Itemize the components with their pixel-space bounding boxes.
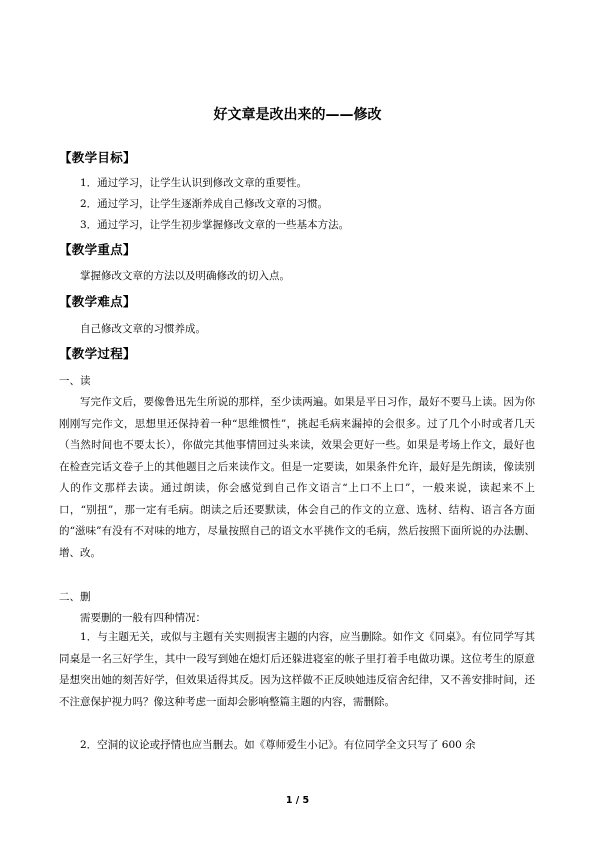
focus-text: 掌握修改文章的方法以及明确修改的切入点。 (80, 270, 290, 282)
goal-item-3: 3．通过学习，让学生初步掌握修改文章的一些基本方法。 (80, 219, 350, 231)
difficulty-text: 自己修改文章的习惯养成。 (80, 323, 206, 335)
goal-item-1: 1．通过学习，让学生认识到修改文章的重要性。 (80, 177, 308, 189)
page-number: 1 / 5 (285, 795, 310, 806)
part2-item-1: 1．与主题无关，或似与主题有关实则损害主题的内容，应当删除。如作文《同桌》。有位同学写其同桌是一名三好学生，其中一段写到她在熄灯后还躲进寝室的帐子里打着手电做功课。这位考生的原意是想突出她的刻苦好学，但效果适得其反。因为这样做不正反映她违反宿舍纪律，又不善安排时间，还不注意保护视力吗？像这种考虑一面却会影响整篇主题的内容，需删除。 (59, 631, 535, 708)
document-title: 好文章是改出来的——修改 (213, 107, 382, 123)
focus-heading: 【教学重点】 (59, 242, 136, 257)
process-heading: 【教学过程】 (59, 346, 136, 361)
part2-label: 二、删 (59, 591, 91, 603)
part2-intro: 需要删的一般有四种情况： (80, 612, 206, 624)
part1-label: 一、读 (59, 375, 91, 387)
goals-heading: 【教学目标】 (59, 150, 136, 165)
difficulty-heading: 【教学难点】 (59, 294, 136, 309)
part2-item-2: 2．空洞的议论或抒情也应当删去。如《尊师爱生小记》。有位同学全文只写了 600 余 (80, 739, 476, 751)
part1-paragraph: 写完作文后，要像鲁迅先生所说的那样，至少读两遍。如果是平日习作，最好不要马上读。因为你刚刚写完作文，思想里还保持着一种“思维惯性”，挑起毛病来漏掉的会很多。过了几个小时或者几天（当然时间也不要太长），你做完其他事情回过头来读，效果会更好一些。如果是考场上作文，最好也在检查完话文卷子上的其他题目之后来读作文。但是一定要读，如果条件允许，最好是先朗读，像读别人的作文那样去读。通过朗读，你会感觉到自己作文语言“上口不上口”，一般来说，读起来不上口，“别扭”，那一定有毛病。朗读之后还要默读，体会自己的作文的立意、选材、结构、语言各方面的“滋味”有没有不对味的地方，尽量按照自己的语文水平挑作文的毛病，然后按照下面所说的办法删、增、改。 (59, 396, 535, 559)
goal-item-2: 2．通过学习，让学生逐渐养成自己修改文章的习惯。 (80, 198, 329, 210)
